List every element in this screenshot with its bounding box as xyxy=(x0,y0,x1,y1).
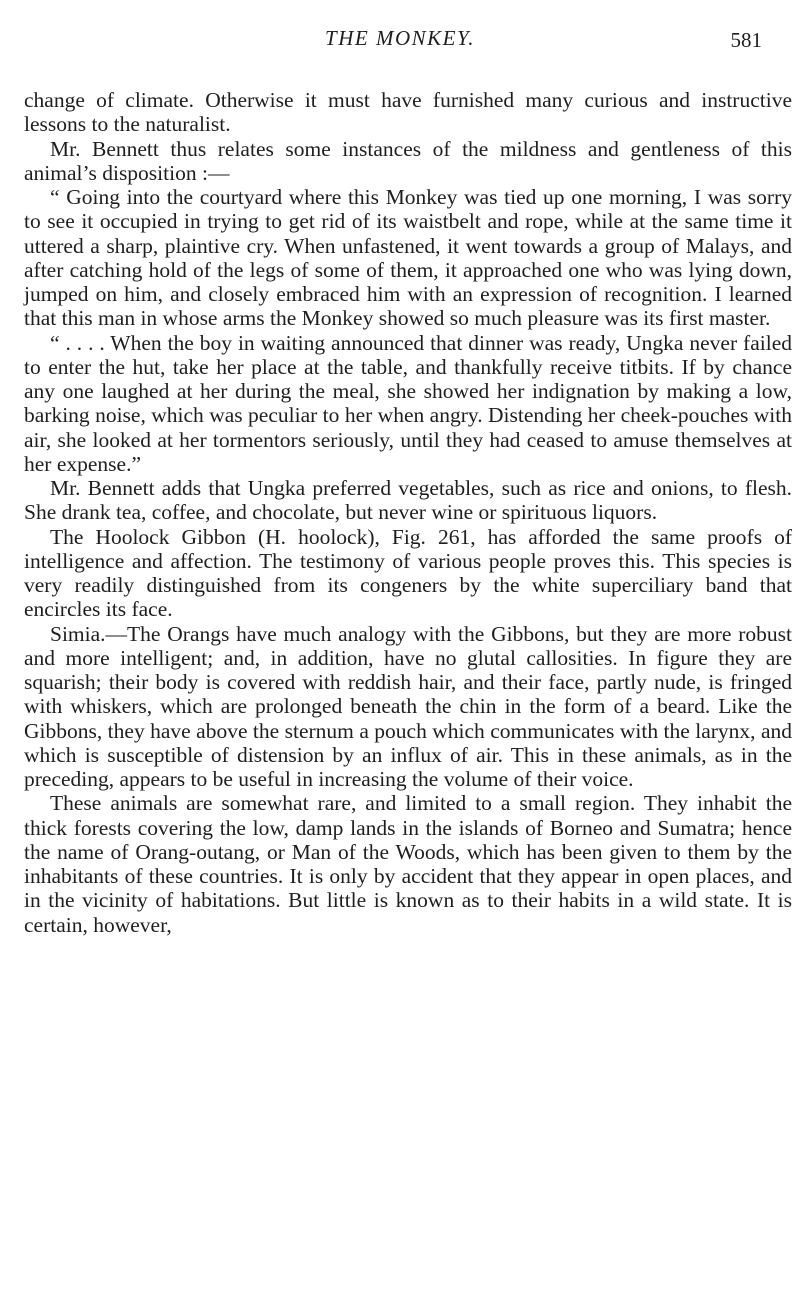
paragraph-habitat: These animals are somewhat rare, and limited to a small region. They inhabit the thick forests covering the low, damp lands in the islands of Borneo and Sumatra; hence the name of Orang-outang, or Man of the Woods, which has been given to them by the inhabitants of these countries. It is only by accident that they appear in open places, and in the vicinity of habitations. But little is known as to their habits in a wild state. It is certain, however, xyxy=(24,791,792,937)
paragraph-hoolock-gibbon: The Hoolock Gibbon (H. hoolock), Fig. 261, has afforded the same proofs of intelligence and affection. The testimony of various people proves this. This species is very readily distinguished from its congeners by the white superciliary band that encircles its face. xyxy=(24,524,792,622)
paragraph-bennett-intro: Mr. Bennett thus relates some instances of the mildness and gentleness of this animal’s disposition :— xyxy=(24,136,792,185)
page-number: 581 xyxy=(730,28,762,52)
paragraph-quote-dinner: “ . . . . When the boy in waiting announced that dinner was ready, Ungka never failed to enter the hut, take her place at the table, and thankfully receive titbits. If by chance any one laughed at her during the meal, she showed her indignation by making a low, barking noise, which was peculiar to her when angry. Distending her cheek-pouches with air, she looked at her tormentors seriously, until they had ceased to amuse themselves at her expense.” xyxy=(24,330,792,476)
paragraph-diet: Mr. Bennett adds that Ungka preferred vegetables, such as rice and onions, to flesh. She drank tea, coffee, and chocolate, but never wine or spirituous liquors. xyxy=(24,476,792,525)
paragraph-quote-courtyard: “ Going into the courtyard where this Monkey was tied up one morning, I was sorry to see it occupied in trying to get rid of its waistbelt and rope, while at the same time it uttered a sharp, plaintive cry. When unfastened, it went towards a group of Malays, and after catching hold of the legs of some of them, it approached one who was lying down, jumped on him, and closely embraced him with an expression of recognition. I learned that this man in whose arms the Monkey showed so much pleasure was its first master. xyxy=(24,185,792,331)
running-head xyxy=(0,20,800,68)
running-title: THE MONKEY. xyxy=(325,26,475,50)
paragraph-continued: change of climate. Otherwise it must have furnished many curious and instructive lessons to the naturalist. xyxy=(24,88,792,137)
body-text xyxy=(24,88,792,937)
paragraph-simia: Simia.—The Orangs have much analogy with the Gibbons, but they are more robust and more intelligent; and, in addition, have no glutal callosities. In figure they are squarish; their body is covered with reddish hair, and their face, partly nude, is fringed with whiskers, which are prolonged beneath the chin in the form of a beard. Like the Gibbons, they have above the sternum a pouch which communicates with the larynx, and which is susceptible of distension by an influx of air. This in these animals, as in the preceding, appears to be useful in increasing the volume of their voice. xyxy=(24,621,792,791)
